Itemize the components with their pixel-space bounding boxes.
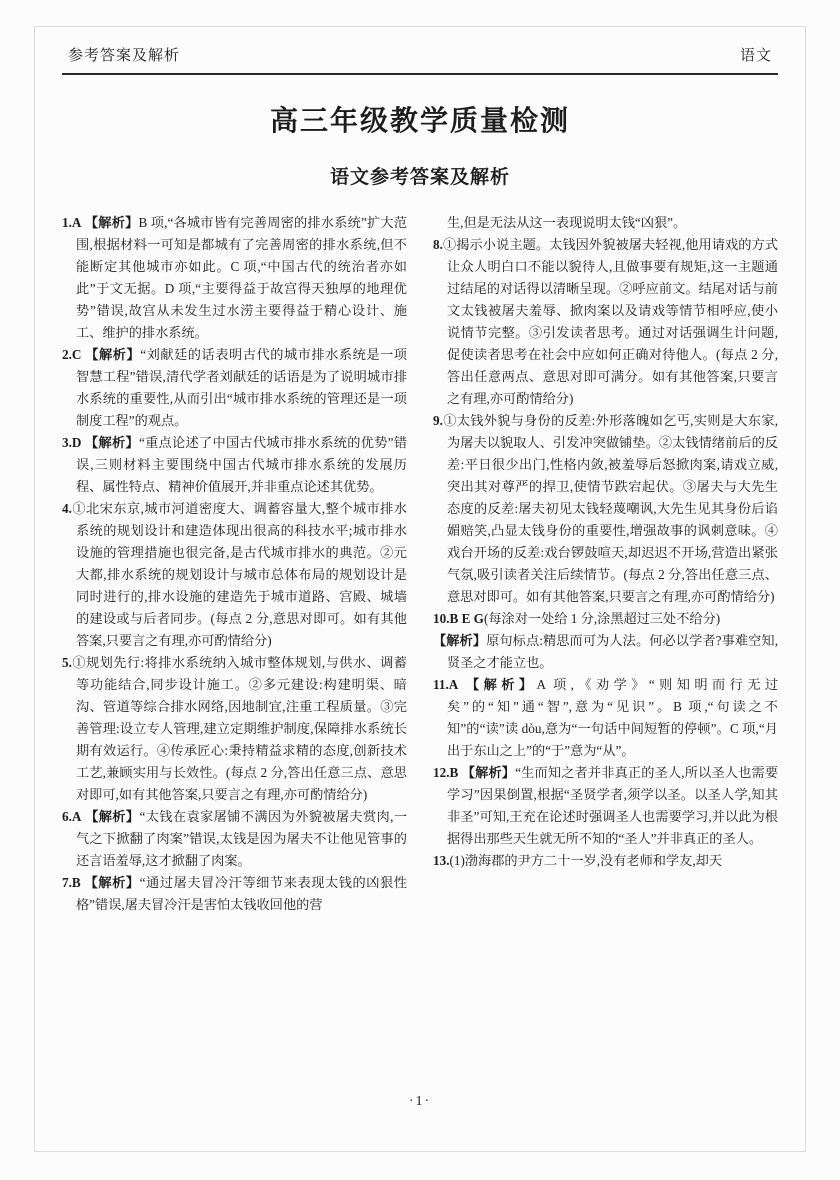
running-head: [62, 44, 778, 75]
answer-7-continuation: 生,但是无法从这一表现说明太钱“凶狠”。: [447, 215, 687, 230]
document-page: [62, 44, 778, 1104]
answer-9: 9.①太钱外貌与身份的反差:外形落魄如乞丐,实则是大东家,为屠夫以貌取人、引发冲突做铺垫。②太钱情绪前后的反差:平日很少出门,性格内敛,被羞辱后怒掀肉案,请戏立威,突出其对尊严的捍卫,使情节跌宕起伏。③屠夫与大先生态度的反差:屠夫初见太钱轻蔑嘲讽,大先生见其身份后谄媚赔笑,凸显太钱身份的重要性,增强故事的讽刺意味。④戏台开场的反差:戏台锣鼓喧天,却迟迟不开场,营造出紧张气氛,吸引读者关注后续情节。(每点 2 分,答出任意三点、意思对即可。如有其他答案,只要言之有理,亦可酌情给分): [433, 413, 778, 604]
answer-13: 13.(1)渤海郡的尹方二十一岁,没有老师和学友,却天: [433, 853, 723, 868]
running-head-subject: 语文: [739, 48, 772, 64]
page-number: ·1·: [408, 1094, 432, 1109]
answer-5: 5.①规划先行:将排水系统纳入城市整体规划,与供水、调蓄等功能结合,同步设计施工。②多元建设:构建明渠、暗沟、管道等综合排水网络,因地制宜,注重工程质量。③完善管理:设立专人管理,建立定期维护制度,保障排水系统长期有效运行。④传承匠心:秉持精益求精的态度,创新技术工艺,兼顾实用与长效性。(每点 2 分,答出任意三点、意思对即可,如有其他答案,只要言之有理,亦可酌情给分): [62, 655, 407, 802]
answer-10-analysis: 【解析】原句标点:精思而可为人法。何必以学者?事难空知,贤圣之才能立也。: [433, 633, 778, 670]
left-column: [62, 212, 407, 1104]
answer-6: 6.A 【解析】“太钱在袁家屠铺不满因为外貌被屠夫赏肉,一气之下掀翻了肉案”错误,太钱是因为屠夫不让他见管事的还言语羞辱,这才掀翻了肉案。: [62, 809, 408, 868]
answer-3: 3.D 【解析】“重点论述了中国古代城市排水系统的优势”错误,三则材料主要围绕中国古代城市排水系统的发展历程、属性特点、精神价值展开,并非重点论述其优势。: [62, 435, 408, 494]
answer-11: 11.A 【解析】A 项,《劝学》“则知明而行无过矣”的“知”通“智”,意为“见识”。B 项,“句读之不知”的“读”读 dòu,意为“一句话中间短暂的停顿”。C 项,“月出于东山之上”的“于”意为“从”。: [433, 677, 778, 758]
answer-12: 12.B 【解析】“生而知之者并非真正的圣人,所以圣人也需要学习”因果倒置,根据“圣贤学者,须学以圣。以圣人学,知其非圣”可知,王充在论述时强调圣人也需要学习,并以此为根据得出那些天生就无所不知的“圣人”并非真正的圣人。: [433, 765, 778, 846]
document-title: 高三年级教学质量检测: [269, 106, 570, 137]
answer-2: 2.C 【解析】“刘献廷的话表明古代的城市排水系统是一项智慧工程”错误,清代学者刘献廷的话语是为了说明城市排水系统的重要性,从而引出“城市排水系统的管理还是一项制度工程”的观点。: [62, 347, 407, 428]
answer-columns: [62, 212, 778, 1104]
answer-4: 4.①北宋东京,城市河道密度大、调蓄容量大,整个城市排水系统的规划设计和建造体现出很高的科技水平;城市排水设施的管理措施也很完备,是古代城市排水的典范。②元大都,排水系统的规划设计与城市总体布局的规划设计是同时进行的,排水设施的建造先于城市道路、宫殿、城墙的建设或与后者同步。(每点 2 分,意思对即可。如有其他答案,只要言之有理,亦可酌情给分): [62, 501, 407, 648]
answer-7: 7.B 【解析】“通过屠夫冒冷汗等细节来表现太钱的凶狠性格”错误,屠夫冒冷汗是害怕太钱收回他的营: [62, 875, 407, 912]
right-column: [433, 212, 778, 1104]
answer-1: 1.A 【解析】B 项,“各城市皆有完善周密的排水系统”扩大范围,根据材料一可知是都城有了完善周密的排水系统,但不能断定其他城市亦如此。C 项,“中国古代的统治者亦如此”于文无据。D 项,“主要得益于故宫得天独厚的地理优势”错误,故宫从未发生过水涝主要得益于精心设计、施工、维护的排水系统。: [62, 215, 407, 340]
document-subtitle: 语文参考答案及解析: [329, 167, 510, 188]
answer-10: 10.B E G(每涂对一处给 1 分,涂黑超过三处不给分): [433, 611, 721, 626]
running-head-left: 参考答案及解析: [68, 48, 181, 64]
answer-8: 8.①揭示小说主题。太钱因外貌被屠夫轻视,他用请戏的方式让众人明白口不能以貌待人,且做事要有规矩,这一主题通过结尾的对话得以清晰呈现。②呼应前文。结尾对话与前文太钱被屠夫羞辱、掀肉案以及请戏等情节相呼应,使小说情节完整。③引发读者思考。通过对话强调生计问题,促使读者思考在社会中应如何正确对待他人。(每点 2 分,答出任意两点、意思对即可满分。如有其他答案,只要言之有理,亦可酌情给分): [433, 237, 778, 406]
